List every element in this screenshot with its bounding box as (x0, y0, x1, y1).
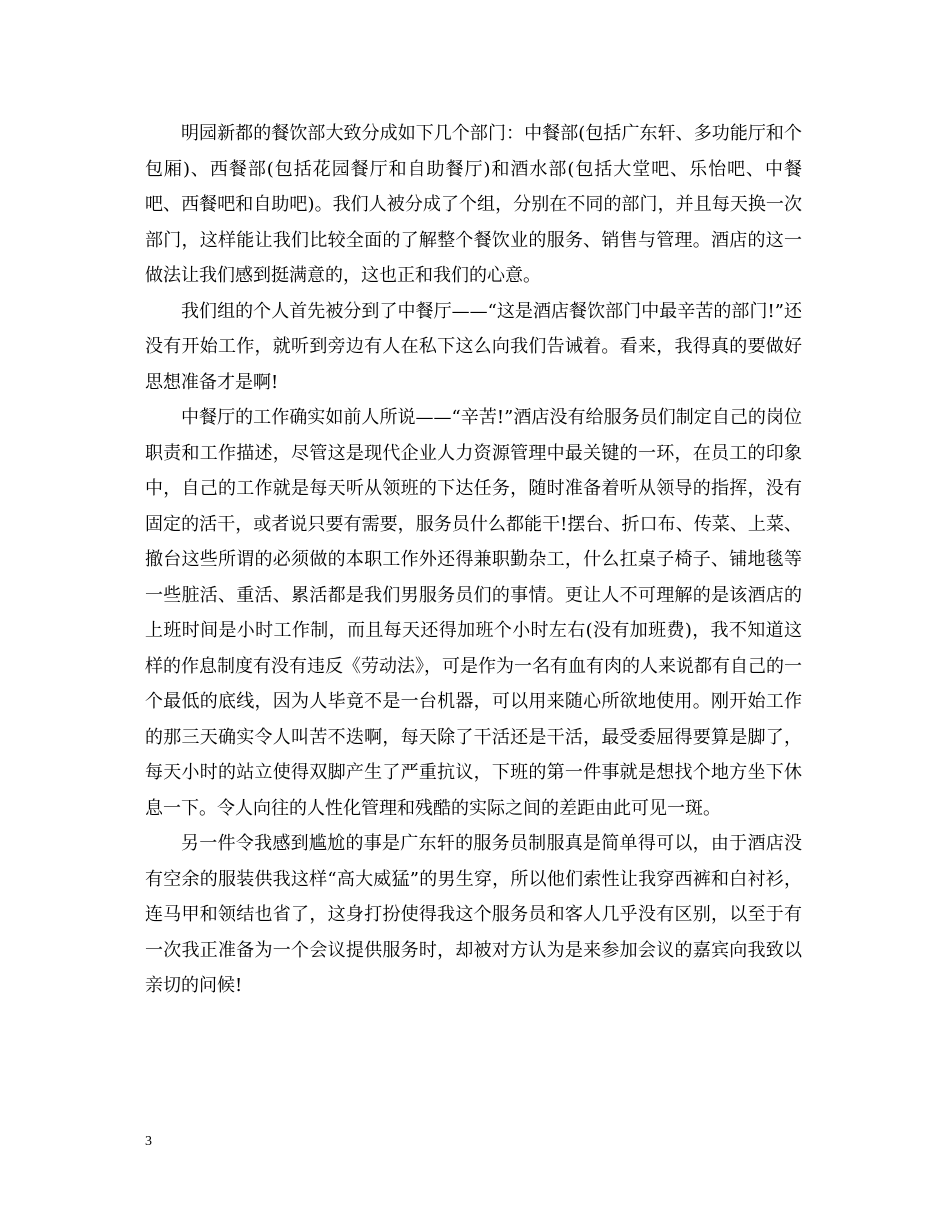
paragraph: 中餐厅的工作确实如前人所说——“辛苦!”酒店没有给服务员们制定自己的岗位职责和工作描述，尽管这是现代企业人力资源管理中最关键的一环，在员工的印象中，自己的工作就是每天听从领班的下达任务，随时准备着听从领导的指挥，没有固定的活干，或者说只要有需要，服务员什么都能干!摆台、折口布、传菜、上菜、撤台这些所谓的必须做的本职工作外还得兼职勤杂工，什么扛桌子椅子、铺地毯等一些脏活、重活、累活都是我们男服务员们的事情。更让人不可理解的是该酒店的上班时间是小时工作制，而且每天还得加班个小时左右(没有加班费)，我不知道这样的作息制度有没有违反《劳动法》，可是作为一名有血有肉的人来说都有自己的一个最低的底线，因为人毕竟不是一台机器，可以用来随心所欲地使用。刚开始工作的那三天确实令人叫苦不迭啊，每天除了干活还是干活，最受委屈得要算是脚了，每天小时的站立使得双脚产生了严重抗议，下班的第一件事就是想找个地方坐下休息一下。令人向往的人性化管理和残酷的实际之间的差距由此可见一斑。 (145, 407, 802, 819)
paragraph: 我们组的个人首先被分到了中餐厅——“这是酒店餐饮部门中最辛苦的部门!”还没有开始工作，就听到旁边有人在私下这么向我们告诫着。看来，我得真的要做好思想准备才是啊! (145, 300, 802, 393)
page-number: 3 (145, 1134, 152, 1149)
body-text (145, 116, 802, 1004)
paragraph: 明园新都的餐饮部大致分成如下几个部门：中餐部(包括广东轩、多功能厅和个包厢)、西餐部(包括花园餐厅和自助餐厅)和酒水部(包括大堂吧、乐怡吧、中餐吧、西餐吧和自助吧)。我们人被分成了个组，分别在不同的部门，并且每天换一次部门，这样能让我们比较全面的了解整个餐饮业的服务、销售与管理。酒店的这一做法让我们感到挺满意的，这也正和我们的心意。 (145, 123, 802, 286)
paragraph: 另一件令我感到尴尬的事是广东轩的服务员制服真是简单得可以，由于酒店没有空余的服装供我这样“高大威猛”的男生穿，所以他们索性让我穿西裤和白衬衫，连马甲和领结也省了，这身打扮使得我这个服务员和客人几乎没有区别，以至于有一次我正准备为一个会议提供服务时，却被对方认为是来参加会议的嘉宾向我致以亲切的问候! (145, 833, 802, 996)
